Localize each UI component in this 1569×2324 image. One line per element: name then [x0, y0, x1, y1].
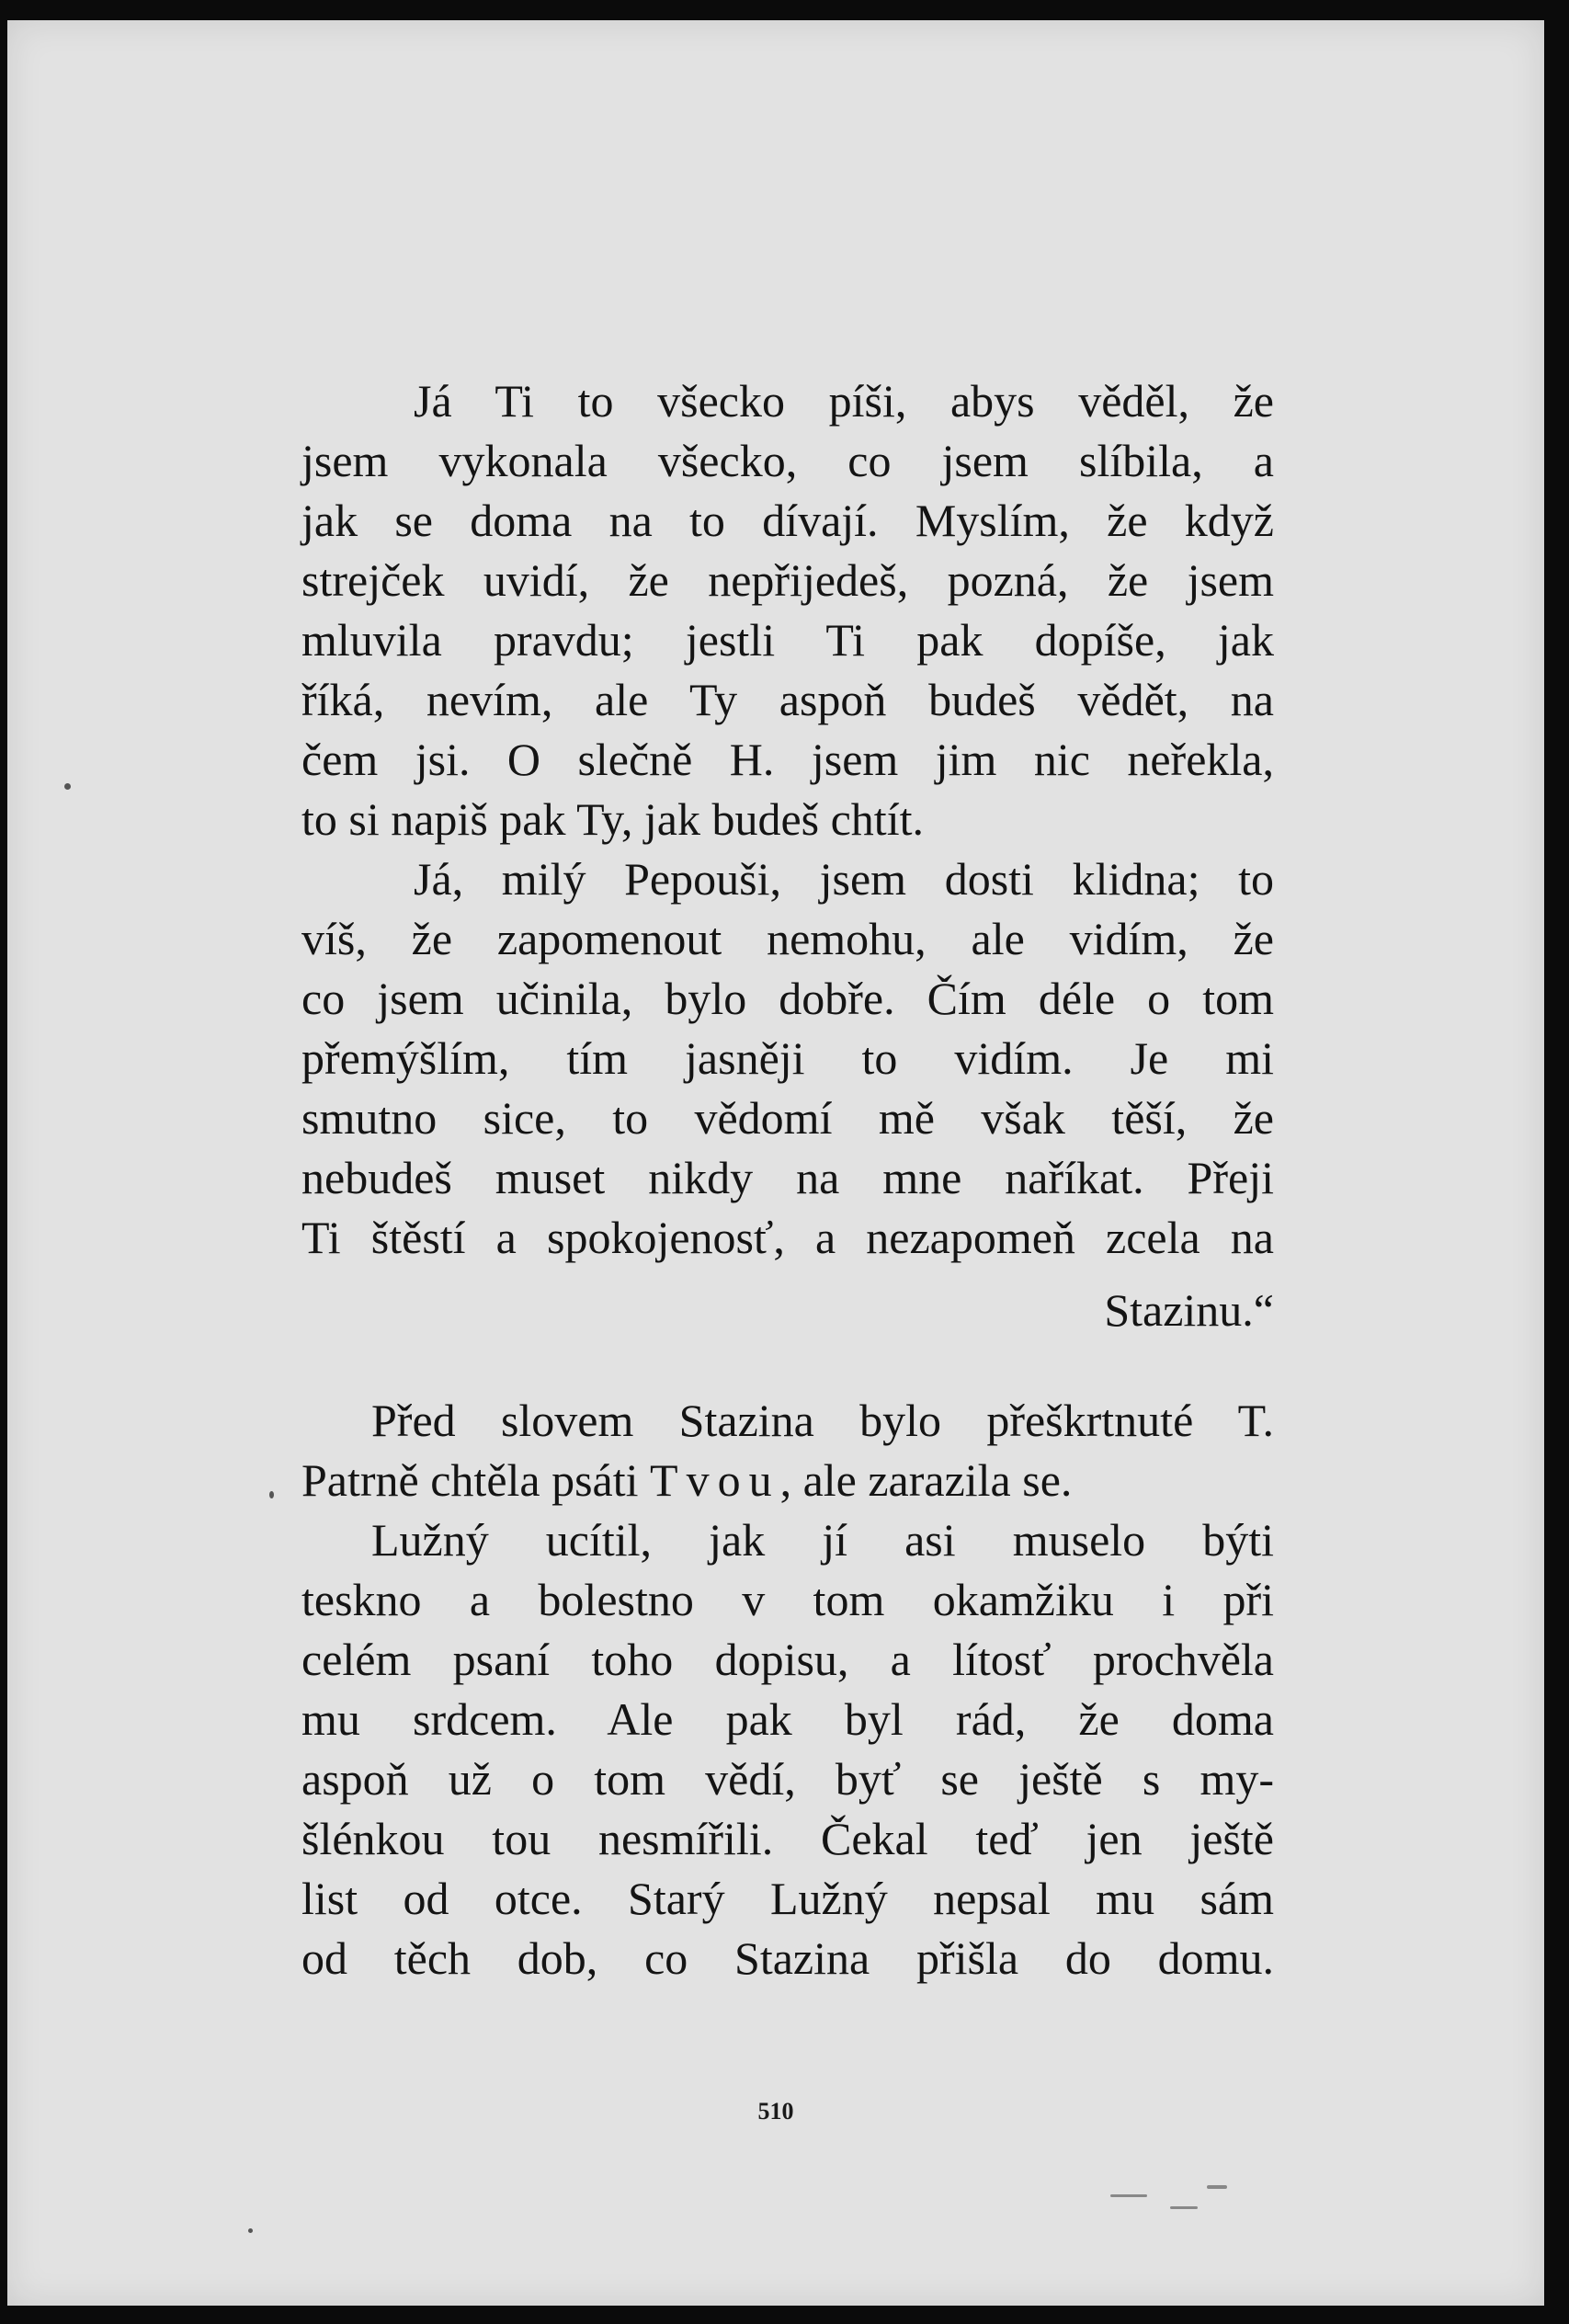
emphasized-word: Tvou: [650, 1454, 780, 1506]
text-line: Před slovem Stazina bylo přeškrtnuté T.: [371, 1395, 1274, 1446]
page-text: [301, 371, 1274, 1988]
text-line: strejček uvidí, že nepřijedeš, pozná, že jsem: [301, 554, 1274, 606]
text-line: aspoň už o tom vědí, byť se ještě s my-: [301, 1753, 1274, 1805]
text-line: mu srdcem. Ale pak byl rád, že doma: [301, 1693, 1274, 1745]
text-line: říká, nevím, ale Ty aspoň budeš vědět, na: [301, 674, 1274, 725]
text-line: přemýšlím, tím jasněji to vidím. Je mi: [301, 1032, 1274, 1084]
text-line: víš, že zapomenout nemohu, ale vidím, že: [301, 913, 1274, 964]
text-line: list od otce. Starý Lužný nepsal mu sám: [301, 1873, 1274, 1924]
scan-speck: [64, 783, 71, 790]
scan-speck: [248, 2228, 253, 2233]
text-line: smutno sice, to vědomí mě však těší, že: [301, 1092, 1274, 1144]
text-line: Já Ti to všecko píši, abys věděl, že: [414, 375, 1274, 427]
text-line: mluvila pravdu; jestli Ti pak dopíše, jak: [301, 614, 1274, 666]
scan-speck: [1110, 2194, 1147, 2197]
book-page: [7, 20, 1544, 2306]
text-line: co jsem učinila, bylo dobře. Čím déle o tom: [301, 973, 1274, 1024]
scan-speck: [1207, 2185, 1227, 2189]
text-line: nebudeš muset nikdy na mne naříkat. Přeji: [301, 1152, 1274, 1203]
paragraph-gap: [301, 1340, 1274, 1391]
scan-speck: [269, 1491, 274, 1498]
text-line: Lužný ucítil, jak jí asi muselo býti: [371, 1514, 1274, 1566]
paragraph-4: [301, 1510, 1274, 1988]
text-line: čem jsi. O slečně H. jsem jim nic neřekla,: [301, 734, 1274, 785]
text-line: celém psaní toho dopisu, a lítosť prochvěla: [301, 1634, 1274, 1685]
text-run: , ale zarazila se.: [779, 1454, 1073, 1506]
paragraph-1: [301, 371, 1274, 849]
letter-signature: Stazinu.“: [1104, 1284, 1274, 1336]
paragraph-2: [301, 849, 1274, 1340]
text-line: Ti štěstí a spokojenosť, a nezapomeň zcela na: [301, 1212, 1274, 1263]
scan-speck: [1170, 2206, 1198, 2209]
text-line: Já, milý Pepouši, jsem dosti klidna; to: [414, 853, 1274, 905]
text-line: to si napiš pak Ty, jak budeš chtít.: [301, 793, 924, 845]
text-run: Patrně chtěla psáti: [301, 1454, 639, 1506]
text-line: od těch dob, co Stazina přišla do domu.: [301, 1932, 1274, 1984]
text-line: [301, 1451, 1274, 1510]
text-line: šlénkou tou nesmířili. Čekal teď jen ještě: [301, 1813, 1274, 1864]
page-number: 510: [757, 2098, 794, 2125]
text-line: teskno a bolestno v tom okamžiku i při: [301, 1574, 1274, 1625]
text-line: jsem vykonala všecko, co jsem slíbila, a: [301, 435, 1274, 486]
paragraph-3: [301, 1391, 1274, 1510]
text-line: jak se doma na to dívají. Myslím, že když: [301, 495, 1274, 546]
